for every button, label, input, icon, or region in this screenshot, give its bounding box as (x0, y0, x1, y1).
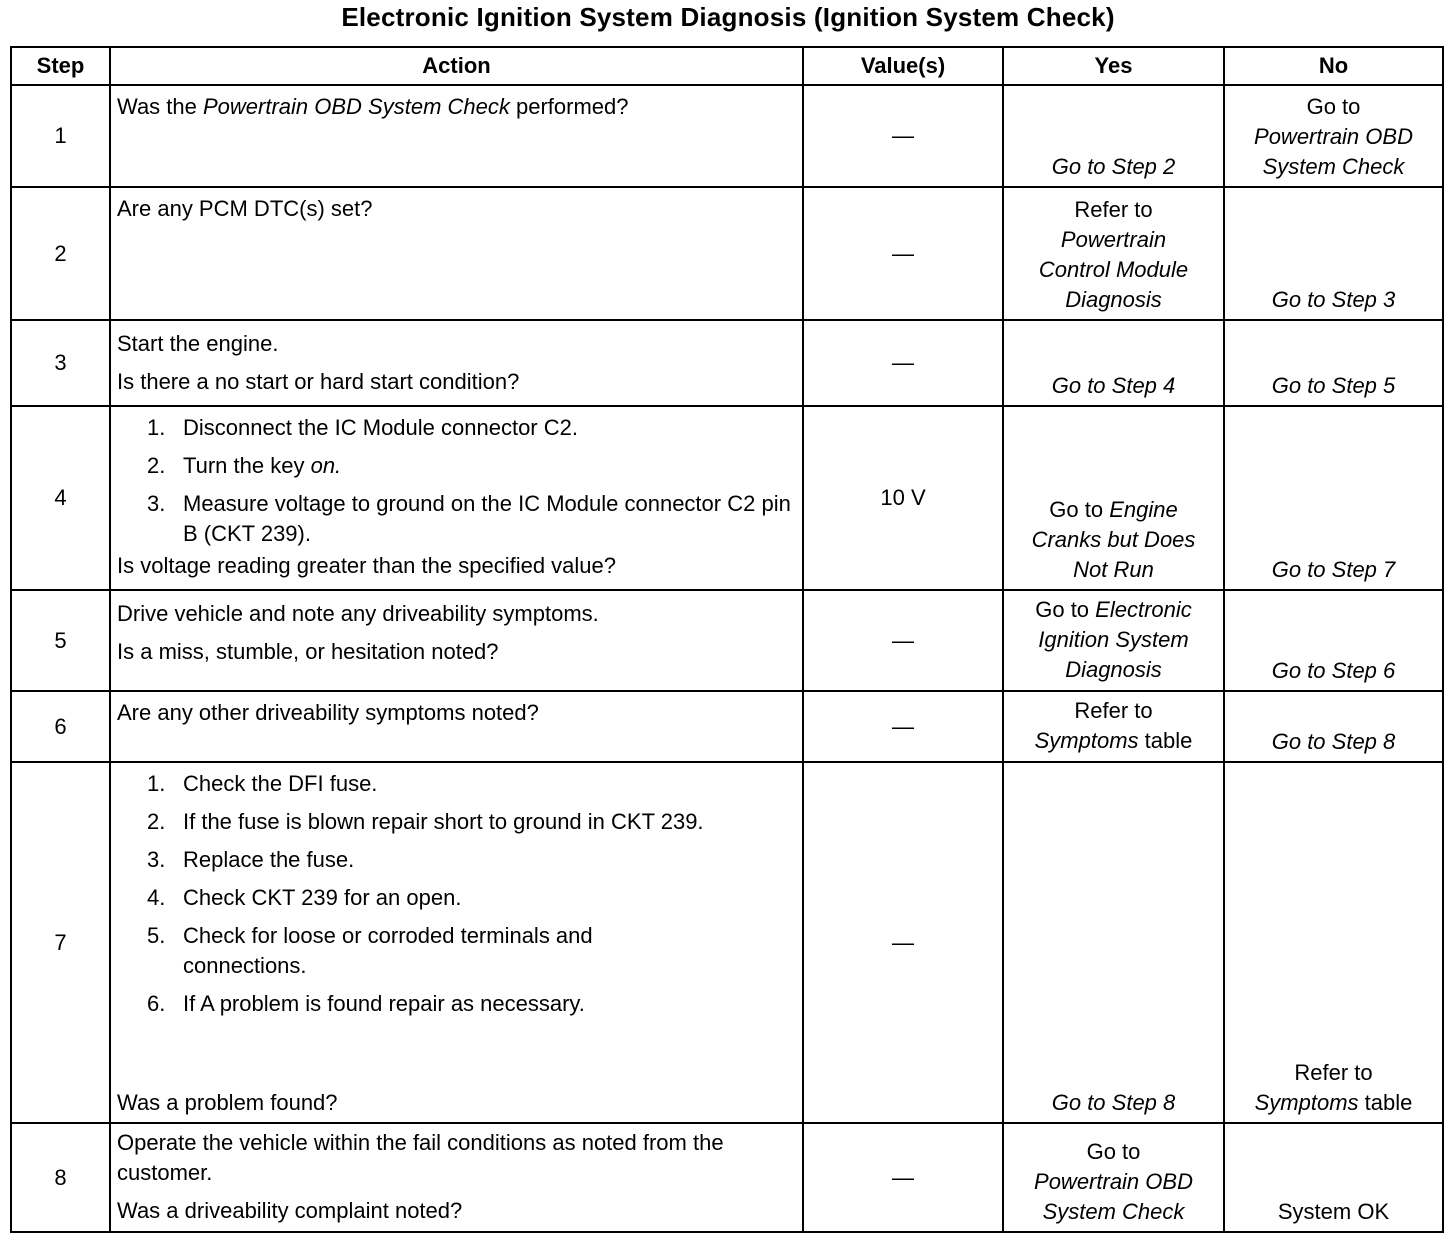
no-italic: Symptoms (1254, 1090, 1359, 1115)
action-question: Is a miss, stumble, or hesitation noted? (117, 639, 499, 664)
action-cell: Are any other driveability symptoms noted? (110, 691, 803, 762)
header-yes: Yes (1003, 47, 1224, 85)
list-item (147, 989, 706, 1019)
numbered-list (117, 769, 796, 1019)
list-number: 2. (147, 453, 166, 478)
value-cell: — (803, 187, 1003, 320)
list-number: 3. (147, 491, 166, 516)
header-values: Value(s) (803, 47, 1003, 85)
list-text: Check the DFI fuse. (183, 771, 378, 796)
no-cell: System OK (1224, 1123, 1443, 1232)
list-number: 5. (147, 923, 166, 948)
no-text: table (1358, 1090, 1413, 1115)
list-number: 2. (147, 809, 166, 834)
yes-cell (1003, 1123, 1224, 1232)
list-number: 3. (147, 847, 166, 872)
table-row (11, 85, 1443, 187)
yes-line: Control Module (1038, 257, 1189, 282)
table-row (11, 1123, 1443, 1232)
yes-line: Diagnosis (1065, 287, 1162, 312)
list-item (147, 413, 796, 443)
value-cell: — (803, 691, 1003, 762)
list-text-plain: Turn the key (183, 453, 311, 478)
diagnosis-table (10, 46, 1444, 1233)
step-number: 6 (11, 691, 110, 762)
table-row (11, 187, 1443, 320)
no-cell: Go to Step 6 (1224, 590, 1443, 691)
action-line: Drive vehicle and note any driveability symptoms. (117, 601, 599, 626)
yes-line: Cranks but Does (1031, 527, 1196, 552)
action-italic: Powertrain OBD System Check (203, 94, 510, 119)
yes-line: Refer to (1074, 698, 1153, 723)
yes-line: Not Run (1073, 557, 1154, 582)
yes-italic: Engine (1109, 497, 1178, 522)
yes-text: table (1138, 728, 1193, 753)
yes-italic: Symptoms (1034, 728, 1139, 753)
list-number: 1. (147, 771, 166, 796)
yes-line: Ignition System (1038, 627, 1189, 652)
header-no: No (1224, 47, 1443, 85)
step-number: 1 (11, 85, 110, 187)
value-cell: — (803, 1123, 1003, 1232)
header-action: Action (110, 47, 803, 85)
header-step: Step (11, 47, 110, 85)
yes-line: System Check (1042, 1199, 1185, 1224)
list-text: Measure voltage to ground on the IC Module connector C2 pin B (CKT 239). (183, 491, 791, 546)
yes-text: Go to (1049, 497, 1110, 522)
no-cell: Go to Step 5 (1224, 320, 1443, 406)
page-title: Electronic Ignition System Diagnosis (Ignition System Check) (341, 2, 1115, 32)
yes-cell: Go to Step 2 (1003, 85, 1224, 187)
yes-line: Go to (1086, 1139, 1141, 1164)
no-cell: Go to Step 7 (1224, 406, 1443, 590)
no-cell (1224, 762, 1443, 1123)
list-number: 4. (147, 885, 166, 910)
yes-cell (1003, 590, 1224, 691)
step-number: 5 (11, 590, 110, 691)
list-item (147, 451, 796, 481)
yes-cell (1003, 406, 1224, 590)
yes-line: Powertrain OBD (1034, 1169, 1193, 1194)
no-line: Powertrain OBD (1254, 124, 1413, 149)
action-text: performed? (509, 94, 629, 119)
action-cell: Are any PCM DTC(s) set? (110, 187, 803, 320)
table-row (11, 762, 1443, 1123)
list-text: If A problem is found repair as necessary. (183, 991, 585, 1016)
action-line: Operate the vehicle within the fail conditions as noted from the customer. (117, 1130, 724, 1185)
list-item (147, 489, 796, 549)
no-cell: Go to Step 8 (1224, 691, 1443, 762)
yes-line: Refer to (1074, 197, 1153, 222)
list-item (147, 921, 706, 981)
table-row (11, 406, 1443, 590)
action-question: Was a problem found? (117, 1090, 338, 1115)
no-line: Refer to (1294, 1060, 1373, 1085)
action-cell (110, 85, 803, 187)
action-text: Was the (117, 94, 203, 119)
yes-cell: Go to Step 4 (1003, 320, 1224, 406)
list-item (147, 845, 706, 875)
action-cell (110, 320, 803, 406)
yes-line (1008, 495, 1219, 525)
numbered-list (117, 413, 796, 549)
step-number: 8 (11, 1123, 110, 1232)
list-text: Disconnect the IC Module connector C2. (183, 415, 578, 440)
action-cell (110, 762, 803, 1123)
action-question: Was a driveability complaint noted? (117, 1198, 463, 1223)
action-question: Is voltage reading greater than the specified value? (117, 553, 616, 578)
step-number: 4 (11, 406, 110, 590)
value-cell: — (803, 85, 1003, 187)
value-cell: — (803, 320, 1003, 406)
yes-line: Powertrain (1060, 227, 1167, 252)
action-cell (110, 1123, 803, 1232)
list-text: Replace the fuse. (183, 847, 355, 872)
yes-cell (1003, 691, 1224, 762)
list-item (147, 769, 706, 799)
action-cell (110, 406, 803, 590)
step-number: 2 (11, 187, 110, 320)
list-number: 6. (147, 991, 166, 1016)
no-line (1229, 1088, 1438, 1118)
no-line: System Check (1262, 154, 1405, 179)
list-text-italic: on. (310, 453, 342, 478)
table-row (11, 320, 1443, 406)
yes-line (1008, 595, 1219, 625)
list-item (147, 807, 706, 837)
no-line: Go to (1306, 94, 1361, 119)
no-cell (1224, 85, 1443, 187)
yes-cell (1003, 187, 1224, 320)
action-line: Start the engine. (117, 331, 279, 356)
value-cell: 10 V (803, 406, 1003, 590)
step-number: 3 (11, 320, 110, 406)
value-cell: — (803, 762, 1003, 1123)
list-text: Check for loose or corroded terminals and connections. (183, 923, 593, 978)
value-cell: — (803, 590, 1003, 691)
header-row (11, 47, 1443, 85)
yes-text: Go to (1035, 597, 1096, 622)
no-cell: Go to Step 3 (1224, 187, 1443, 320)
yes-line: Diagnosis (1065, 657, 1162, 682)
list-text: Check CKT 239 for an open. (183, 885, 462, 910)
list-text: If the fuse is blown repair short to ground in CKT 239. (183, 809, 704, 834)
table-row (11, 691, 1443, 762)
action-question: Is there a no start or hard start condition? (117, 369, 520, 394)
list-number: 1. (147, 415, 166, 440)
list-text (183, 451, 796, 481)
list-item (147, 883, 706, 913)
yes-cell: Go to Step 8 (1003, 762, 1224, 1123)
action-cell (110, 590, 803, 691)
yes-line (1008, 726, 1219, 756)
step-number: 7 (11, 762, 110, 1123)
yes-italic: Electronic (1095, 597, 1192, 622)
table-row (11, 590, 1443, 691)
